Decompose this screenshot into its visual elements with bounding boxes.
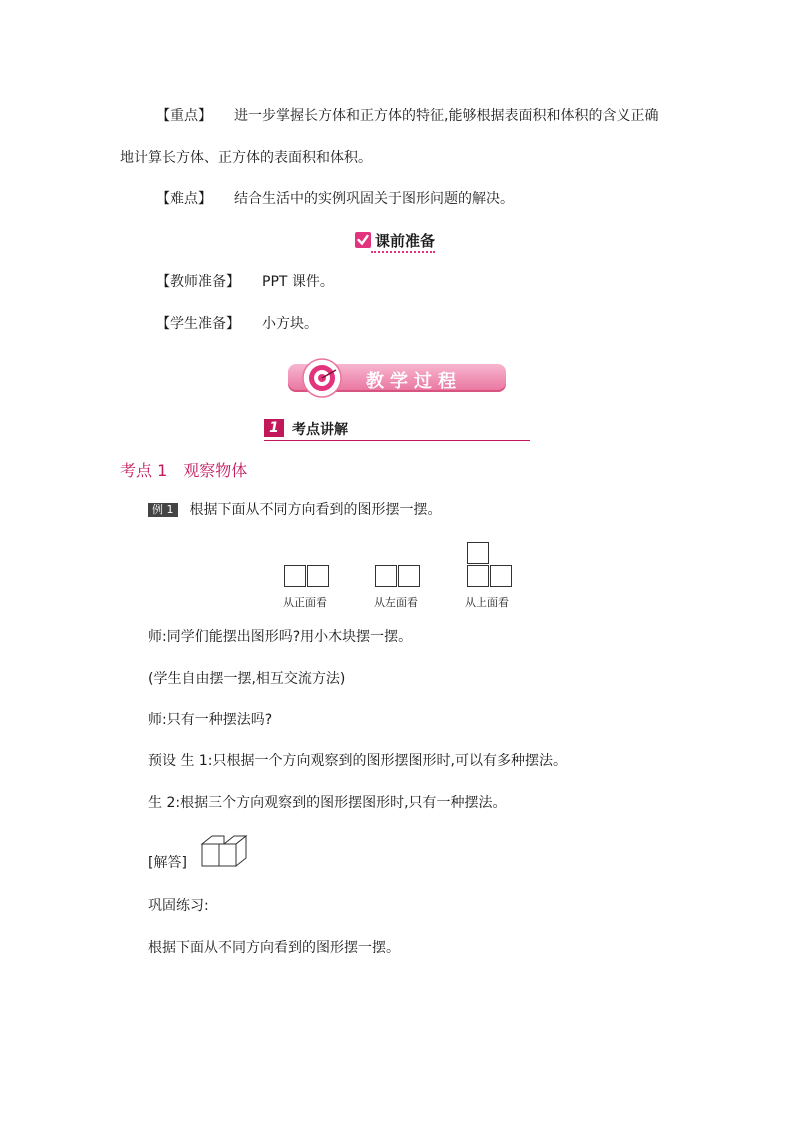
view-top-caption: 从上面看: [465, 596, 509, 609]
dialog-line: 预设 生 1:只根据一个方向观察到的图形摆图形时,可以有多种摆法。: [148, 753, 567, 769]
practice-text: 根据下面从不同方向看到的图形摆一摆。: [148, 940, 400, 956]
focus-line-2: 地计算长方体、正方体的表面积和体积。: [120, 150, 372, 166]
check-icon: [355, 232, 371, 248]
difficulty-tag: 【难点】: [156, 191, 212, 207]
teacher-prep-line: [156, 272, 334, 292]
cube-arrangement-figure: [200, 834, 248, 870]
teacher-prep-tag: 【教师准备】: [156, 274, 240, 290]
difficulty-text: 结合生活中的实例巩固关于图形问题的解决。: [234, 191, 514, 207]
example-text: 根据下面从不同方向看到的图形摆一摆。: [189, 502, 442, 518]
focus-text: 进一步掌握长方体和正方体的特征,能够根据表面积和体积的含义正确: [234, 108, 659, 124]
student-prep-tag: 【学生准备】: [156, 316, 240, 332]
answer-label: [解答]: [148, 855, 187, 871]
view-front-cell: [284, 565, 306, 587]
difficulty-line: [156, 189, 514, 209]
view-top-cell: [490, 565, 512, 587]
view-left-cell: [398, 565, 420, 587]
view-left-cell: [375, 565, 397, 587]
student-prep-line: [156, 314, 318, 334]
kaodian-title: 考点 1 观察物体: [120, 461, 248, 480]
view-left-caption: 从左面看: [374, 596, 418, 609]
student-prep-text: 小方块。: [262, 316, 318, 332]
practice-title: 巩固练习:: [148, 898, 209, 914]
lecture-section-header: [264, 418, 530, 441]
view-top-cell: [467, 565, 489, 587]
dialog-line: 师:同学们能摆出图形吗?用小木块摆一摆。: [148, 629, 413, 645]
prep-section-underline: [371, 251, 435, 253]
prep-section-title: 课前准备: [375, 231, 436, 250]
view-front-cell: [307, 565, 329, 587]
view-top-cell: [467, 542, 489, 564]
focus-tag: 【重点】: [156, 108, 212, 124]
example-line: [148, 500, 442, 520]
prep-section-header: [355, 230, 435, 250]
process-banner-title: 教学过程: [366, 371, 462, 392]
lecture-section-title: 考点讲解: [292, 422, 348, 438]
focus-line-1: [156, 106, 658, 126]
teacher-prep-text: PPT 课件。: [262, 274, 334, 290]
dialog-line: 生 2:根据三个方向观察到的图形摆图形时,只有一种摆法。: [148, 795, 507, 811]
lecture-section-number: 1: [264, 419, 284, 437]
process-banner: [288, 364, 506, 392]
example-tag: 例 1: [148, 503, 178, 517]
target-icon: [302, 358, 342, 398]
view-front-caption: 从正面看: [283, 596, 327, 609]
dialog-line: 师:只有一种摆法吗?: [148, 712, 273, 728]
dialog-line: (学生自由摆一摆,相互交流方法): [148, 671, 346, 687]
